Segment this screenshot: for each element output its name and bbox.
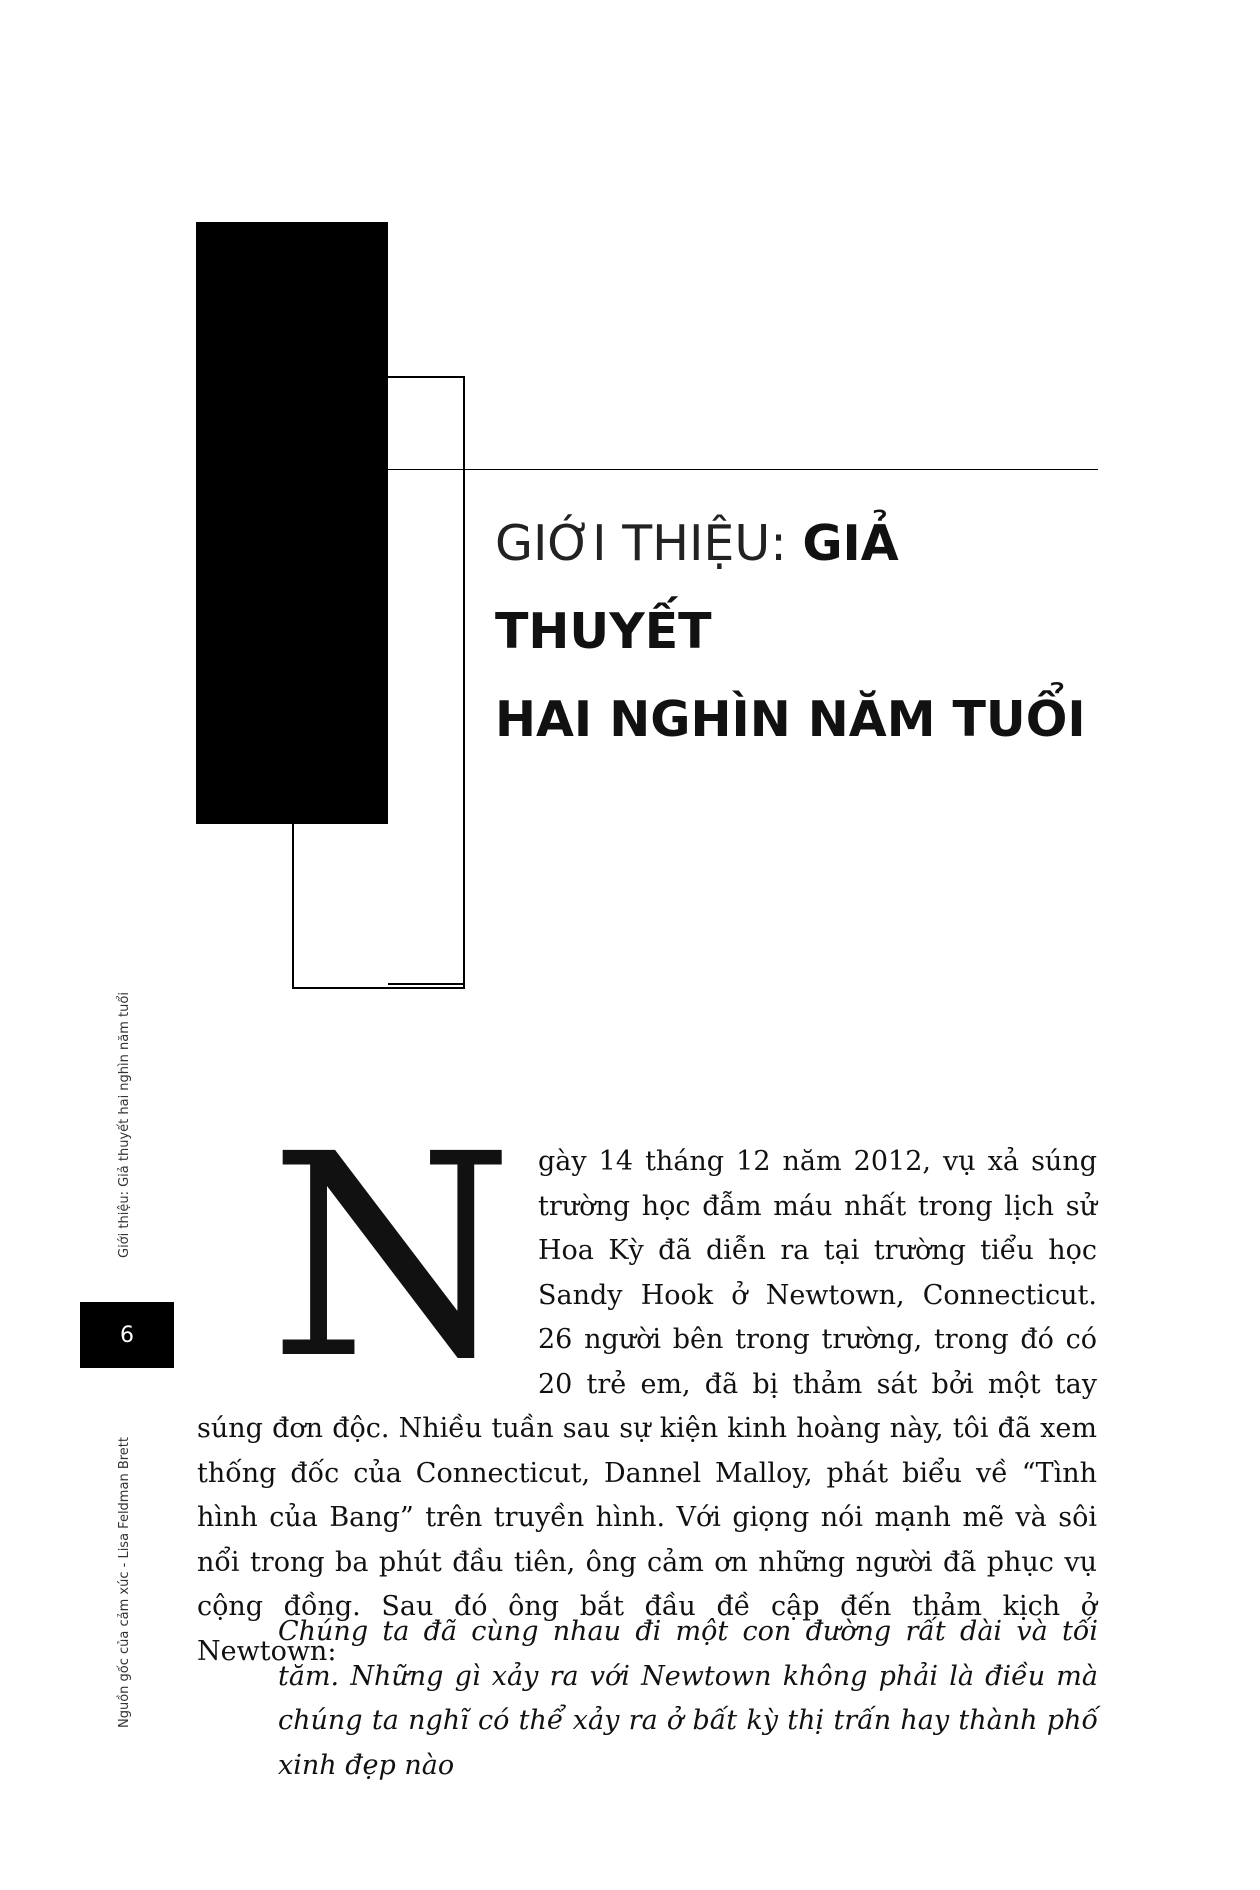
paragraph-text: gày 14 tháng 12 năm 2012, vụ xả súng trường học đẫm máu nhất trong lịch sử Hoa Kỳ đã diễn ra tại trường tiểu học Sandy Hook ở Newtown, Connecticut. 26 người bên trong trường, trong đó có 20 trẻ em, đã bị thảm sát bởi một tay súng đơn độc. Nhiều tuần sau sự kiện kinh hoàng này, tôi đã xem thống đốc của Connecticut, Dannel Malloy, phát biểu về “Tình hình của Bang” trên truyền hình. Với giọng nói mạnh mẽ và sôi nổi trong ba phút đầu tiên, ông cảm ơn những người đã phục vụ cộng đồng. Sau đó ông bắt đầu đề cập đến thảm kịch ở Newtown:	[197, 1146, 1097, 1667]
chapter-title-main-line1: GIẢ THUYẾT	[495, 515, 899, 660]
body-paragraph	[197, 1095, 1097, 1674]
page-number: 6	[80, 1302, 174, 1368]
running-book-author: Nguồn gốc của cảm xúc - Lisa Feldman Brett	[117, 1437, 132, 1728]
title-rule-line	[388, 469, 1098, 470]
decorative-outline-frame-lower	[292, 824, 465, 989]
chapter-title-label: GIỚI THIỆU:	[495, 515, 803, 572]
chapter-title	[495, 500, 1115, 764]
block-quote: Chúng ta đã cùng nhau đi một con đường rất dài và tối tăm. Những gì xảy ra với Newtown không phải là điều mà chúng ta nghĩ có thể xảy ra ở bất kỳ thị trấn hay thành phố xinh đẹp nào	[278, 1616, 1098, 1781]
decorative-black-block	[196, 222, 388, 824]
chapter-title-main-line2: HAI NGHÌN NĂM TUỔI	[495, 691, 1086, 748]
running-chapter-title: Giới thiệu: Giả thuyết hai nghìn năm tuổi	[117, 992, 132, 1258]
drop-cap: N	[269, 1095, 514, 1421]
